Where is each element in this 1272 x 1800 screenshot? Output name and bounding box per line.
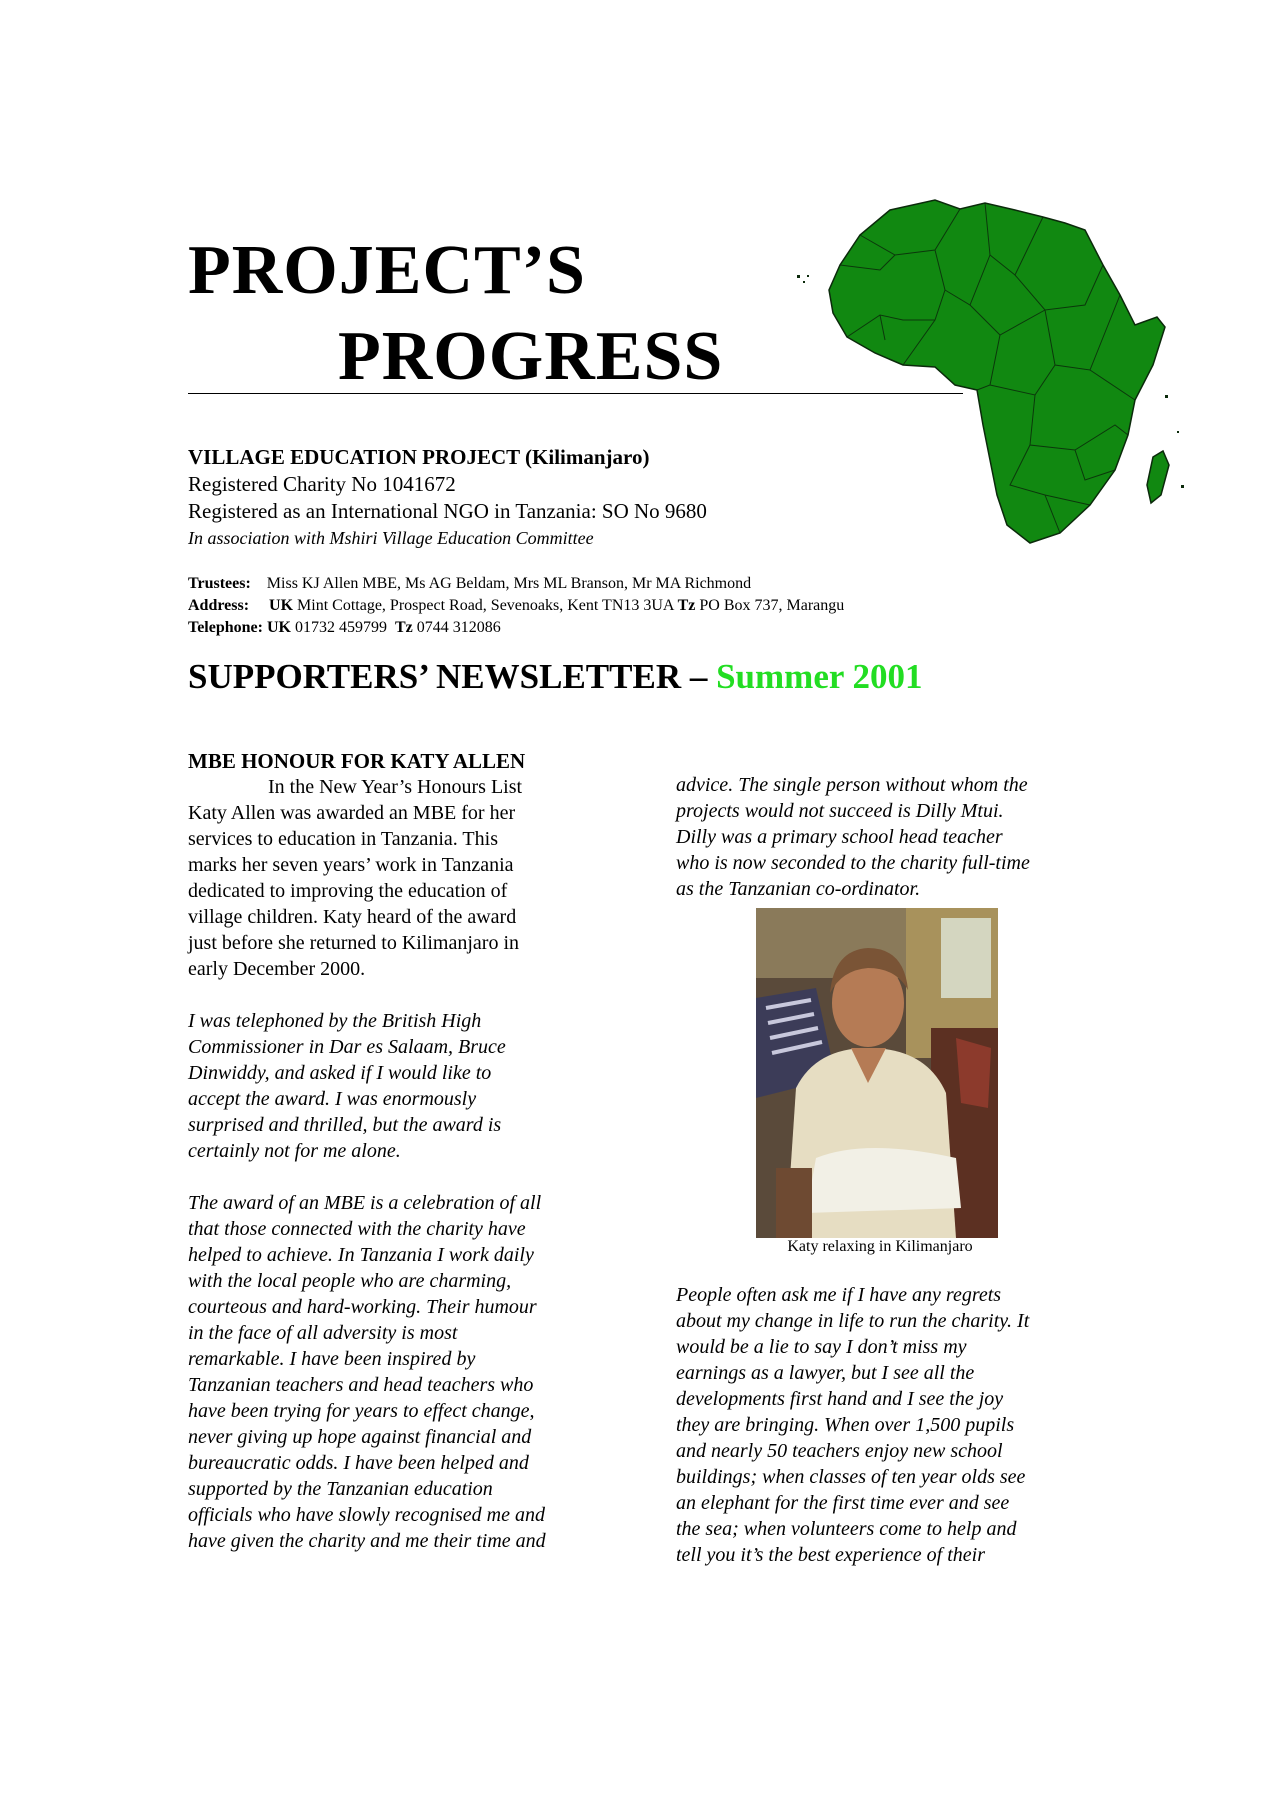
organisation-name: VILLAGE EDUCATION PROJECT (Kilimanjaro) xyxy=(188,445,650,469)
quote-line: earnings as a lawyer, but I see all the xyxy=(676,1362,975,1384)
quote-line: certainly not for me alone. xyxy=(188,1140,401,1162)
article-column-right-top xyxy=(676,772,1101,902)
quote-line: helped to achieve. In Tanzania I work daily xyxy=(188,1244,534,1266)
intro-line: services to education in Tanzania. This xyxy=(188,828,498,850)
charity-number: Registered Charity No 1041672 xyxy=(188,472,456,496)
quote-paragraph-2 xyxy=(188,1190,608,1554)
organisation-block xyxy=(188,444,707,552)
tz-address: PO Box 737, Marangu xyxy=(699,597,845,614)
quote-line: I was telephoned by the British High xyxy=(188,1010,482,1032)
intro-line: dedicated to improving the education of xyxy=(188,880,508,902)
quote-line: surprised and thrilled, but the award is xyxy=(188,1114,502,1136)
quote-line: tell you it’s the best experience of their xyxy=(676,1544,985,1566)
quote-line: have been trying for years to effect change, xyxy=(188,1400,535,1422)
quote-line: The award of an MBE is a celebration of all xyxy=(188,1192,542,1214)
quote-line: that those connected with the charity have xyxy=(188,1218,526,1240)
quote-line: accept the award. I was enormously xyxy=(188,1088,477,1110)
quote-paragraph-1 xyxy=(188,1008,608,1164)
quote-line: the sea; when volunteers come to help and xyxy=(676,1518,1017,1540)
quote-line: courteous and hard-working. Their humour xyxy=(188,1296,537,1318)
trustees-label: Trustees: xyxy=(188,575,251,592)
intro-line: In the New Year’s Honours List xyxy=(268,776,523,798)
quote-line: with the local people who are charming, xyxy=(188,1270,512,1292)
newsletter-heading xyxy=(188,658,923,697)
tz-phone: 0744 312086 xyxy=(416,619,501,636)
association-line: In association with Mshiri Village Education Committee xyxy=(188,528,594,548)
intro-line: village children. Katy heard of the award xyxy=(188,906,517,928)
quote-line: People often ask me if I have any regrets xyxy=(676,1284,1002,1306)
newsletter-season: Summer 2001 xyxy=(716,657,923,696)
telephone-label: Telephone: xyxy=(188,619,263,636)
quote-line: in the face of all adversity is most xyxy=(188,1322,458,1344)
quote-line: Tanzanian teachers and head teachers who xyxy=(188,1374,534,1396)
quote-line: projects would not succeed is Dilly Mtui. xyxy=(676,800,1004,822)
africa-map-logo xyxy=(785,195,1185,555)
madagascar-shape xyxy=(1147,451,1169,503)
quote-line: bureaucratic odds. I have been helped and xyxy=(188,1452,529,1474)
quote-line: supported by the Tanzanian education xyxy=(188,1478,493,1500)
quote-line: Commissioner in Dar es Salaam, Bruce xyxy=(188,1036,506,1058)
uk-phone-label: UK xyxy=(266,619,291,636)
ngo-registration: Registered as an International NGO in Tanzania: SO No 9680 xyxy=(188,499,707,523)
katy-photo xyxy=(756,908,998,1238)
quote-line: Dilly was a primary school head teacher xyxy=(676,826,1003,848)
quote-line: never giving up hope against financial and xyxy=(188,1426,532,1448)
masthead-title-line1: PROJECT’S xyxy=(188,232,586,309)
quote-line: and nearly 50 teachers enjoy new school xyxy=(676,1440,1003,1462)
telephone-line xyxy=(188,617,844,639)
quote-line: advice. The single person without whom the xyxy=(676,774,1028,796)
tz-label: Tz xyxy=(677,597,696,614)
quote-line: about my change in life to run the charity. It xyxy=(676,1310,1030,1332)
address-line xyxy=(188,595,844,617)
intro-line: early December 2000. xyxy=(188,958,366,980)
quote-line: would be a lie to say I don’t miss my xyxy=(676,1336,967,1358)
masthead-title-line2: PROGRESS xyxy=(338,318,724,395)
quote-line: they are bringing. When over 1,500 pupils xyxy=(676,1414,1015,1436)
article-heading: MBE HONOUR FOR KATY ALLEN xyxy=(188,749,526,773)
intro-line: marks her seven years’ work in Tanzania xyxy=(188,854,514,876)
quote-line: an elephant for the first time ever and see xyxy=(676,1492,1010,1514)
intro-line: just before she returned to Kilimanjaro in xyxy=(188,932,520,954)
article-column-right-bottom xyxy=(676,1282,1101,1568)
quote-line: have given the charity and me their time and xyxy=(188,1530,546,1552)
quote-line: buildings; when classes of ten year olds see xyxy=(676,1466,1026,1488)
contact-details xyxy=(188,573,844,639)
photo-caption: Katy relaxing in Kilimanjaro xyxy=(787,1238,973,1255)
quote-line: developments first hand and I see the joy xyxy=(676,1388,1004,1410)
tz-phone-label: Tz xyxy=(394,619,413,636)
newsletter-label: SUPPORTERS’ NEWSLETTER – xyxy=(188,657,708,696)
uk-label: UK xyxy=(269,597,294,614)
trustees-line xyxy=(188,573,844,595)
quote-line: remarkable. I have been inspired by xyxy=(188,1348,476,1370)
intro-paragraph xyxy=(188,774,608,982)
trustees-names: Miss KJ Allen MBE, Ms AG Beldam, Mrs ML Branson, Mr MA Richmond xyxy=(266,575,752,592)
quote-line: who is now seconded to the charity full-time xyxy=(676,852,1030,874)
quote-line: Dinwiddy, and asked if I would like to xyxy=(188,1062,492,1084)
quote-line: as the Tanzanian co-ordinator. xyxy=(676,878,921,900)
quote-line: officials who have slowly recognised me and xyxy=(188,1504,545,1526)
uk-address: Mint Cottage, Prospect Road, Sevenoaks, Kent TN13 3UA xyxy=(297,597,674,614)
article-column-left xyxy=(188,748,608,1554)
africa-continent-shape xyxy=(829,200,1165,543)
uk-phone: 01732 459799 xyxy=(294,619,387,636)
address-label: Address: xyxy=(188,597,250,614)
intro-line: Katy Allen was awarded an MBE for her xyxy=(188,802,516,824)
